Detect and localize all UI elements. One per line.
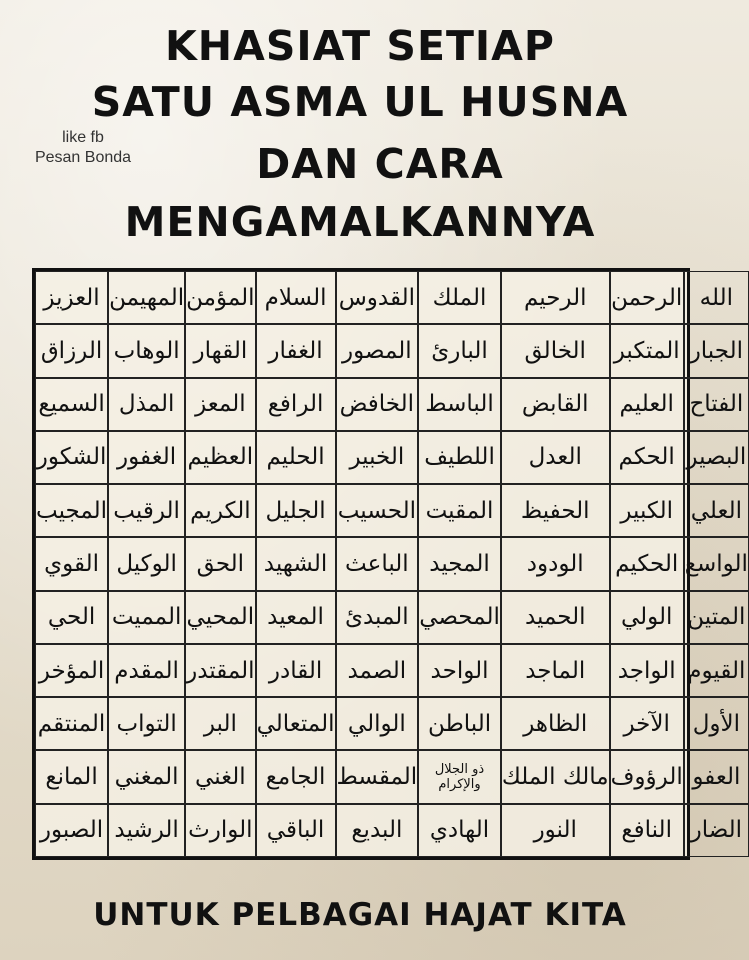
name-cell: المهيمن [108, 271, 185, 324]
name-cell: الحسيب [336, 484, 419, 537]
name-cell: المؤمن [185, 271, 255, 324]
name-cell: المحصي [418, 591, 501, 644]
name-cell: الحي [35, 591, 108, 644]
name-cell: الخالق [501, 324, 610, 377]
name-cell: البارئ [418, 324, 501, 377]
name-cell: المغني [108, 750, 185, 803]
name-cell: الباقي [256, 804, 336, 857]
name-cell: المانع [35, 750, 108, 803]
name-cell: الرافع [256, 378, 336, 431]
name-cell: الشكور [35, 431, 108, 484]
name-cell: الوكيل [108, 537, 185, 590]
watermark-line-2: Pesan Bonda [34, 149, 132, 166]
name-cell: الآخر [610, 697, 684, 750]
name-cell: الواجد [610, 644, 684, 697]
name-cell: ذو الجلال والإكرام [418, 750, 501, 803]
name-cell: الصمد [336, 644, 419, 697]
name-cell: الحكيم [610, 537, 684, 590]
watermark-line-1: like fb [62, 129, 104, 146]
name-cell: الرزاق [35, 324, 108, 377]
name-cell: المعيد [256, 591, 336, 644]
name-cell: السميع [35, 378, 108, 431]
name-cell: البر [185, 697, 255, 750]
name-cell: البصير [684, 431, 749, 484]
name-cell: القدوس [336, 271, 419, 324]
name-cell: النور [501, 804, 610, 857]
asmaul-husna-table [32, 268, 748, 860]
name-cell: الرقيب [108, 484, 185, 537]
name-cell: المعز [185, 378, 255, 431]
name-cell: الباعث [336, 537, 419, 590]
name-cell: المجيب [35, 484, 108, 537]
name-cell: اللطيف [418, 431, 501, 484]
name-cell: الحكم [610, 431, 684, 484]
title-line-3: DAN CARA [256, 140, 504, 188]
name-cell: الشهيد [256, 537, 336, 590]
name-cell: المؤخر [35, 644, 108, 697]
name-cell: الودود [501, 537, 610, 590]
name-cell: الخبير [336, 431, 419, 484]
name-cell: الكريم [185, 484, 255, 537]
name-cell: الحميد [501, 591, 610, 644]
name-cell: المتعالي [256, 697, 336, 750]
name-cell: الواحد [418, 644, 501, 697]
name-cell: الرحيم [501, 271, 610, 324]
name-cell: التواب [108, 697, 185, 750]
name-cell: الباسط [418, 378, 501, 431]
name-cell: الحق [185, 537, 255, 590]
name-cell: العزيز [35, 271, 108, 324]
name-cell: الحفيظ [501, 484, 610, 537]
name-cell: العدل [501, 431, 610, 484]
name-cell: الغني [185, 750, 255, 803]
name-cell: الهادي [418, 804, 501, 857]
name-cell: العظيم [185, 431, 255, 484]
name-cell: الوالي [336, 697, 419, 750]
name-cell: المميت [108, 591, 185, 644]
name-cell: الأول [684, 697, 749, 750]
name-cell: القهار [185, 324, 255, 377]
name-cell: الضار [684, 804, 749, 857]
name-cell: الواسع [684, 537, 749, 590]
name-cell: المتكبر [610, 324, 684, 377]
name-cell: الماجد [501, 644, 610, 697]
name-cell: الوهاب [108, 324, 185, 377]
name-cell: الوارث [185, 804, 255, 857]
name-cell: المجيد [418, 537, 501, 590]
name-cell: السلام [256, 271, 336, 324]
title-line-2: SATU ASMA UL HUSNA [91, 78, 629, 126]
name-cell: الله [684, 271, 749, 324]
name-cell: مالك الملك [501, 750, 610, 803]
name-cell: المنتقم [35, 697, 108, 750]
name-cell: الجبار [684, 324, 749, 377]
name-cell: الملك [418, 271, 501, 324]
name-cell: الباطن [418, 697, 501, 750]
name-cell: الحليم [256, 431, 336, 484]
name-cell: الرحمن [610, 271, 684, 324]
name-cell: الولي [610, 591, 684, 644]
name-cell: المذل [108, 378, 185, 431]
name-cell: الرشيد [108, 804, 185, 857]
name-cell: النافع [610, 804, 684, 857]
title-line-1: KHASIAT SETIAP [165, 22, 555, 70]
name-cell: المقتدر [185, 644, 255, 697]
name-cell: المحيي [185, 591, 255, 644]
watermark [18, 128, 148, 168]
name-cell: الصبور [35, 804, 108, 857]
name-cell: المبدئ [336, 591, 419, 644]
footer-caption: UNTUK PELBAGAI HAJAT KITA [93, 897, 627, 933]
name-cell: الجامع [256, 750, 336, 803]
name-cell: المقدم [108, 644, 185, 697]
name-cell: الغفور [108, 431, 185, 484]
title-line-4: MENGAMALKANNYA [124, 198, 596, 246]
name-cell: القوي [35, 537, 108, 590]
name-cell: المتين [684, 591, 749, 644]
name-cell: البديع [336, 804, 419, 857]
name-cell: الكبير [610, 484, 684, 537]
name-cell: القابض [501, 378, 610, 431]
name-cell: المقيت [418, 484, 501, 537]
name-cell: الجليل [256, 484, 336, 537]
name-cell: الخافض [336, 378, 419, 431]
name-cell: الظاهر [501, 697, 610, 750]
name-cell: الفتاح [684, 378, 749, 431]
name-cell: المقسط [336, 750, 419, 803]
name-cell: الغفار [256, 324, 336, 377]
name-cell: العلي [684, 484, 749, 537]
name-cell: الرؤوف [610, 750, 684, 803]
name-cell: القادر [256, 644, 336, 697]
name-cell: المصور [336, 324, 419, 377]
name-cell: القيوم [684, 644, 749, 697]
name-cell: العليم [610, 378, 684, 431]
name-cell: العفو [684, 750, 749, 803]
